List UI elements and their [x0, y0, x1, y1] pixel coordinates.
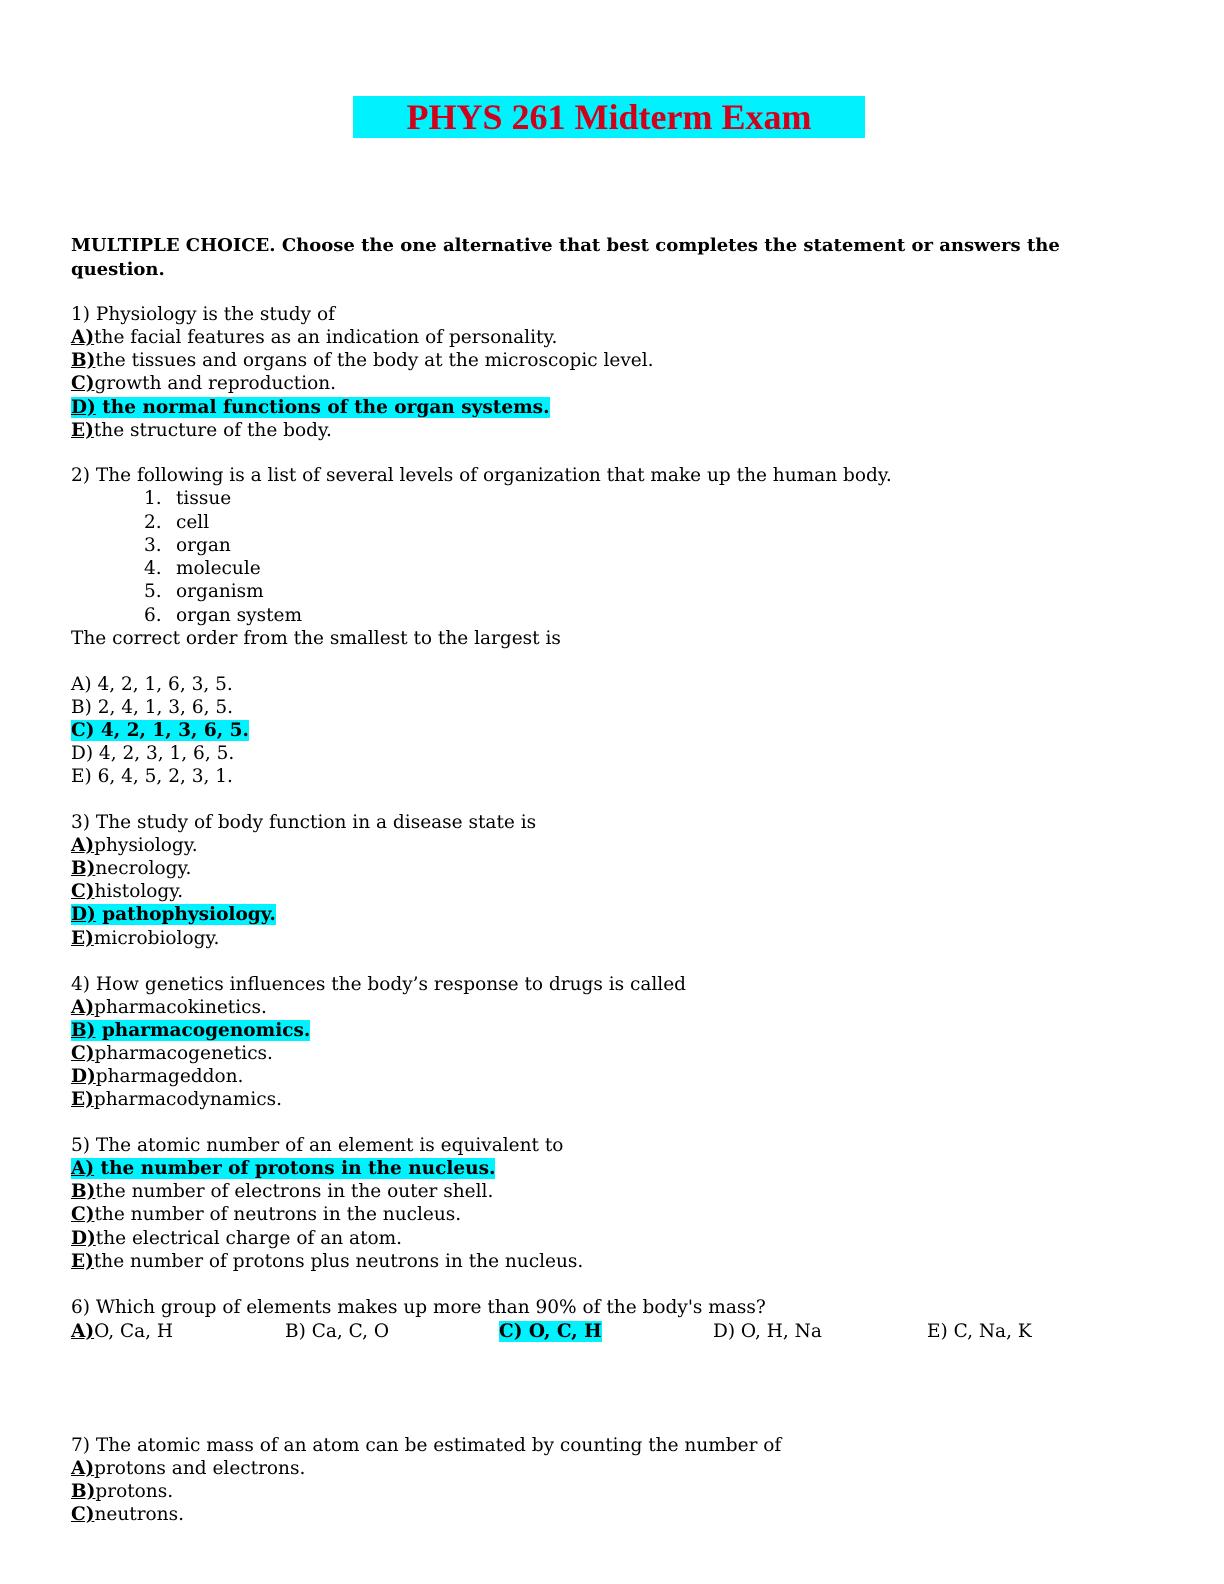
answer-highlight	[71, 397, 550, 418]
option-letter: A)	[71, 835, 95, 856]
q6-option-e: E) C, Na, K	[927, 1321, 1032, 1342]
option-text: neutrons.	[94, 1504, 184, 1525]
q1-option-c	[71, 372, 336, 395]
option-letter: D)	[71, 397, 96, 418]
q1-option-b	[71, 349, 654, 372]
q4-option-a	[71, 996, 267, 1019]
list-item	[144, 580, 264, 603]
q6-option-a	[71, 1320, 173, 1343]
q6-option-b: B) Ca, C, O	[285, 1321, 390, 1342]
q5-option-e	[71, 1250, 583, 1273]
q2-prompt: The correct order from the smallest to the largest is	[71, 628, 561, 649]
question-2: 2) The following is a list of several levels of organization that make up the human body.	[71, 465, 892, 486]
q4-option-b-answer	[71, 1019, 310, 1042]
list-text: organism	[176, 581, 264, 602]
exam-title: PHYS 261 Midterm Exam	[353, 96, 865, 138]
option-text: the structure of the body.	[93, 420, 332, 441]
q3-option-b	[71, 857, 191, 880]
option-letter: A)	[71, 1458, 95, 1479]
q6-option-d: D) O, H, Na	[713, 1321, 822, 1342]
option-text: histology.	[94, 881, 184, 902]
option-letter: A)	[71, 1321, 95, 1342]
option-letter: B)	[71, 1181, 96, 1202]
option-text: the number of neutrons in the nucleus.	[94, 1204, 462, 1225]
option-letter: D)	[71, 1228, 96, 1249]
q5-option-c	[71, 1203, 461, 1226]
list-text: organ	[176, 535, 231, 556]
option-text: the number of protons in the nucleus.	[94, 1158, 496, 1179]
option-letter: E)	[71, 420, 94, 441]
option-text: microbiology.	[93, 928, 220, 949]
list-number: 6.	[144, 605, 162, 626]
instructions: MULTIPLE CHOICE. Choose the one alternative that best completes the statement or answers the question.	[71, 235, 1060, 280]
q7-option-a	[71, 1457, 305, 1480]
q6-option-c-answer	[499, 1320, 602, 1343]
list-item	[144, 511, 209, 534]
list-number: 5.	[144, 581, 162, 602]
question-4: 4) How genetics influences the body’s response to drugs is called	[71, 974, 687, 995]
q2-option-d: D) 4, 2, 3, 1, 6, 5.	[71, 743, 235, 764]
list-item	[144, 604, 302, 627]
option-text: O, Ca, H	[94, 1321, 174, 1342]
option-text: the electrical charge of an atom.	[95, 1228, 403, 1249]
answer-highlight: C) O, C, H	[499, 1321, 602, 1342]
option-text: the facial features as an indication of personality.	[94, 327, 558, 348]
question-5: 5) The atomic number of an element is equivalent to	[71, 1135, 564, 1156]
option-text: pharmacokinetics.	[94, 997, 267, 1018]
q3-option-c	[71, 880, 183, 903]
list-text: organ system	[176, 605, 303, 626]
list-number: 3.	[144, 535, 162, 556]
option-letter: E)	[71, 1089, 94, 1110]
option-letter: C)	[71, 1043, 95, 1064]
option-text: necrology.	[95, 858, 192, 879]
q1-option-a	[71, 326, 557, 349]
q2-option-e: E) 6, 4, 5, 2, 3, 1.	[71, 766, 233, 787]
option-letter: C)	[71, 881, 95, 902]
list-number: 1.	[144, 488, 162, 509]
q1-option-d-answer	[71, 396, 550, 419]
option-text: pharmacodynamics.	[93, 1089, 282, 1110]
option-text: growth and reproduction.	[94, 373, 337, 394]
q5-option-b	[71, 1180, 493, 1203]
answer-highlight	[71, 1020, 310, 1041]
list-item	[144, 557, 261, 580]
question-1: 1) Physiology is the study of	[71, 304, 335, 325]
question-3: 3) The study of body function in a disease state is	[71, 812, 537, 833]
q1-option-e	[71, 419, 332, 442]
option-text: the tissues and organs of the body at the microscopic level.	[95, 350, 654, 371]
option-text: physiology.	[94, 835, 198, 856]
q4-option-c	[71, 1042, 273, 1065]
answer-highlight	[71, 904, 276, 925]
option-letter: B)	[71, 858, 96, 879]
option-letter: C)	[71, 1504, 95, 1525]
question-7: 7) The atomic mass of an atom can be estimated by counting the number of	[71, 1435, 782, 1456]
q2-option-c-answer	[71, 719, 249, 742]
option-letter: E)	[71, 928, 94, 949]
option-letter: A)	[71, 327, 95, 348]
option-letter: B)	[71, 1020, 96, 1041]
option-letter: B)	[71, 350, 96, 371]
list-text: cell	[176, 512, 210, 533]
option-text: the normal functions of the organ systems.	[95, 397, 550, 418]
option-text: protons and electrons.	[94, 1458, 306, 1479]
q4-option-d	[71, 1065, 243, 1088]
option-letter: A)	[71, 997, 95, 1018]
option-letter: D)	[71, 904, 96, 925]
list-text: molecule	[176, 558, 261, 579]
list-item	[144, 487, 231, 510]
option-letter: C)	[71, 373, 95, 394]
option-text: pathophysiology.	[95, 904, 276, 925]
q7-option-c	[71, 1503, 184, 1526]
option-letter: D)	[71, 1066, 96, 1087]
option-letter: B)	[71, 1481, 96, 1502]
option-text: pharmageddon.	[95, 1066, 244, 1087]
q4-option-e	[71, 1088, 282, 1111]
q7-option-b	[71, 1480, 173, 1503]
list-number: 2.	[144, 512, 162, 533]
answer-highlight	[71, 1158, 495, 1179]
list-text: tissue	[176, 488, 232, 509]
option-letter: E)	[71, 1251, 94, 1272]
q2-option-b: B) 2, 4, 1, 3, 6, 5.	[71, 697, 234, 718]
option-letter: A)	[71, 1158, 95, 1179]
q5-option-d	[71, 1227, 402, 1250]
q5-option-a-answer	[71, 1157, 495, 1180]
option-text: pharmacogenetics.	[94, 1043, 273, 1064]
option-text: the number of electrons in the outer shell.	[95, 1181, 494, 1202]
list-item	[144, 534, 231, 557]
option-letter: C)	[71, 1204, 95, 1225]
option-text: pharmacogenomics.	[95, 1020, 311, 1041]
answer-highlight: C) 4, 2, 1, 3, 6, 5.	[71, 720, 249, 741]
q3-option-e	[71, 927, 219, 950]
question-6: 6) Which group of elements makes up more than 90% of the body's mass?	[71, 1297, 766, 1318]
list-number: 4.	[144, 558, 162, 579]
q3-option-a	[71, 834, 198, 857]
q3-option-d-answer	[71, 903, 276, 926]
option-text: the number of protons plus neutrons in the nucleus.	[93, 1251, 584, 1272]
option-text: protons.	[95, 1481, 174, 1502]
q2-option-a: A) 4, 2, 1, 6, 3, 5.	[71, 674, 233, 695]
